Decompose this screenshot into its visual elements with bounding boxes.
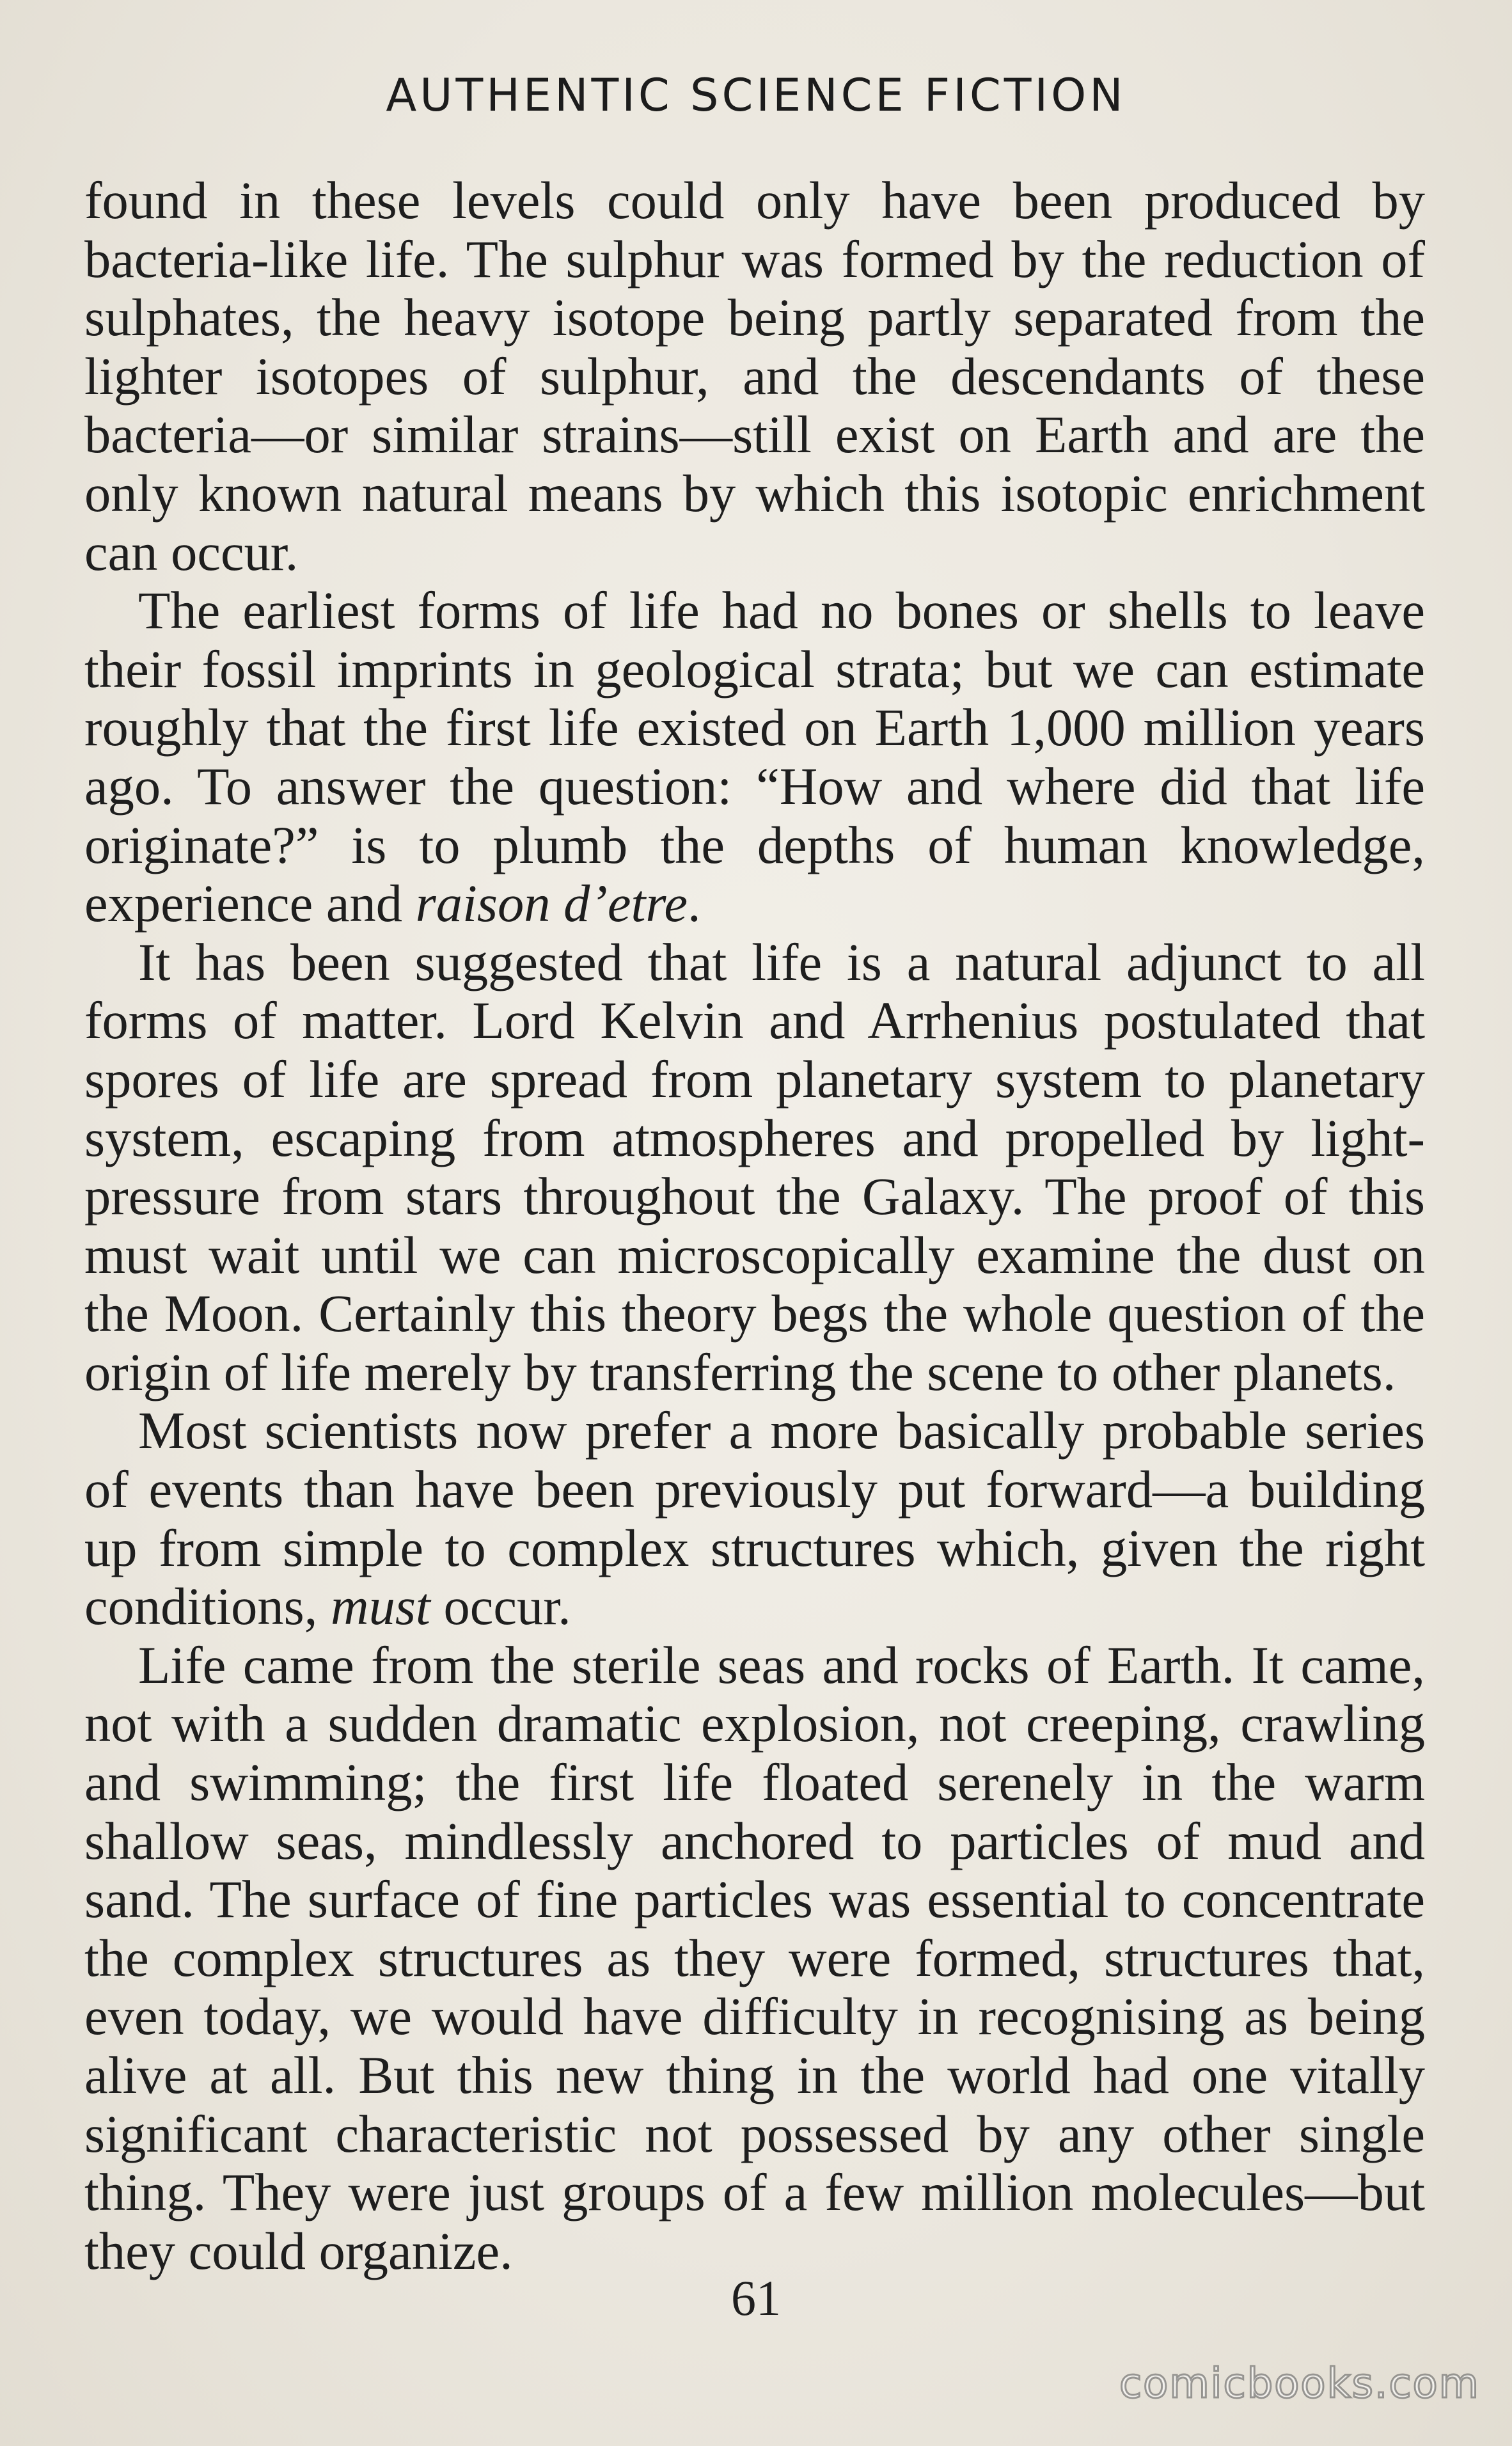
paragraph <box>84 171 1425 581</box>
paragraph-text: It has been suggested that life is a natural adjunct to all forms of matter. Lord Kelvin and Arrhenius postulated that spores of life are spread from planetary system to planetary system, escaping from atmospheres and propelled by light-pressure from stars throughout the Galaxy. The proof of this must wait until we can microscopically examine the dust on the Moon. Certainly this theory begs the whole question of the origin of life merely by transferring the scene to other planets. <box>84 932 1425 1401</box>
paragraph-text: Most scientists now prefer a more basically probable series of events than have been previously put forward—a building up from simple to complex structures which, given the right conditions, <box>84 1401 1425 1636</box>
italic-text: raison d’etre <box>415 874 688 933</box>
page-number: 61 <box>731 2270 781 2326</box>
paragraph-text: Life came from the sterile seas and rocks of Earth. It came, not with a sudden dramatic explosion, not creeping, crawling and swimming; the first life floated serenely in the warm shallow seas, mindlessly anchored to particles of mud and sand. The surface of fine particles was essential to concentrate the complex structures as they were formed, structures that, even today, we would have difficulty in recognising as being alive at all. But this new thing in the world had one vitally significant characteristic not possessed by any other single thing. They were just groups of a few million molecules—but they could organize. <box>84 1635 1425 2280</box>
body-text <box>84 171 1425 2280</box>
watermark-logo: comicbooks.com <box>1119 2360 1480 2408</box>
paragraph-text: The earliest forms of life had no bones or shells to leave their fossil imprints in geological strata; but we can estimate roughly that the first life existed on Earth 1,000 million years ago. To answer the question: “How and where did that life originate?” is to plumb the depths of human knowledge, experience and <box>84 581 1425 933</box>
paragraph <box>84 581 1425 933</box>
paragraph-text: occur. <box>430 1577 571 1636</box>
paragraph <box>84 933 1425 1402</box>
paragraph-text: found in these levels could only have been produced by bacteria-like life. The sulphur was formed by the reduction of sulphates, the heavy isotope being partly separated from the lighter isotopes of sulphur, and the descendants of these bacteria—or similar strains—still exist on Earth and are the only known natural means by which this isotopic enrichment can occur. <box>84 171 1425 581</box>
italic-text: must <box>331 1577 430 1636</box>
paragraph <box>84 1401 1425 1636</box>
paragraph <box>84 1636 1425 2281</box>
running-head: AUTHENTIC SCIENCE FICTION <box>386 69 1126 122</box>
paragraph-text: . <box>688 874 701 933</box>
